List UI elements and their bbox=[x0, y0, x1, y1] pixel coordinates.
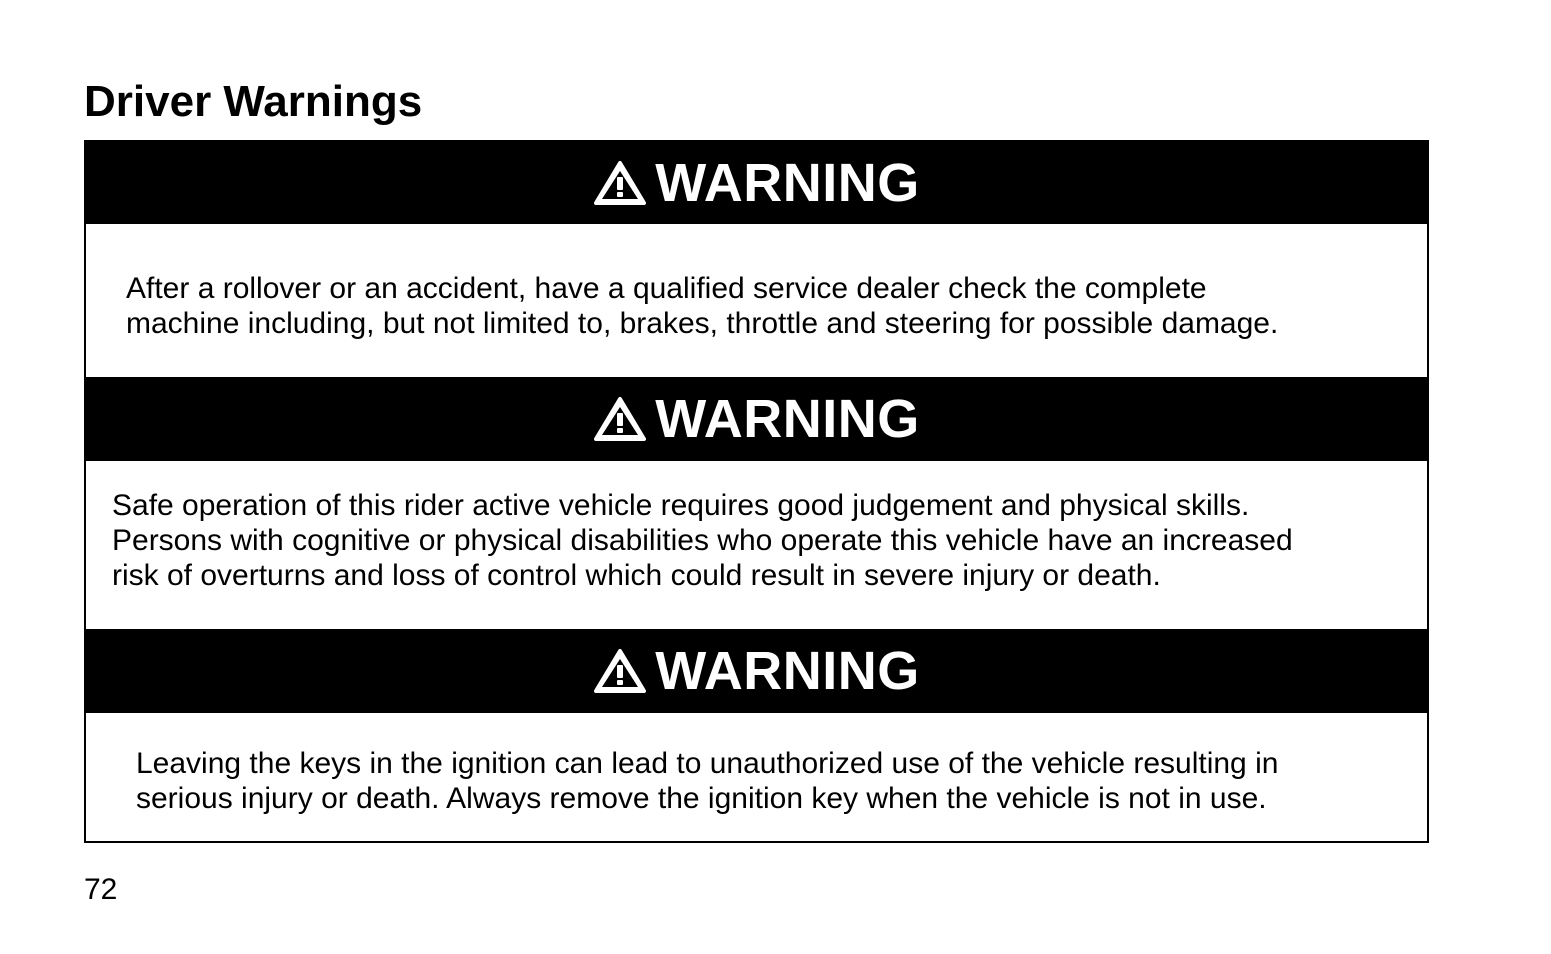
page-title: Driver Warnings bbox=[84, 77, 423, 126]
warning-message-line: Persons with cognitive or physical disabilities who operate this vehicle have an increased bbox=[112, 524, 1293, 557]
warning-message-line: After a rollover or an accident, have a qualified service dealer check the complete bbox=[126, 272, 1207, 305]
warning-message-line: Safe operation of this rider active vehicle requires good judgement and physical skills. bbox=[112, 489, 1250, 522]
warning-header-1 bbox=[86, 142, 1427, 224]
warning-message-line: serious injury or death. Always remove the ignition key when the vehicle is not in use. bbox=[136, 782, 1267, 815]
warning-header-3 bbox=[86, 629, 1427, 713]
warning-panel bbox=[84, 140, 1429, 843]
warning-triangle-icon bbox=[593, 648, 647, 694]
warning-label: WARNING bbox=[655, 153, 920, 213]
warning-triangle-icon bbox=[593, 396, 647, 442]
warning-message-line: risk of overturns and loss of control which could result in severe injury or death. bbox=[112, 559, 1161, 592]
warning-message-line: machine including, but not limited to, brakes, throttle and steering for possible damage. bbox=[126, 307, 1279, 340]
warning-label: WARNING bbox=[655, 641, 920, 701]
warning-header-2 bbox=[86, 377, 1427, 461]
warning-triangle-icon bbox=[593, 160, 647, 206]
page-number: 72 bbox=[84, 873, 118, 906]
warning-message-3 bbox=[136, 746, 1278, 816]
warning-label: WARNING bbox=[655, 389, 920, 449]
warning-message-line: Leaving the keys in the ignition can lead to unauthorized use of the vehicle resulting in bbox=[136, 747, 1279, 780]
warning-message-2 bbox=[112, 488, 1293, 593]
warning-message-1 bbox=[126, 271, 1278, 341]
